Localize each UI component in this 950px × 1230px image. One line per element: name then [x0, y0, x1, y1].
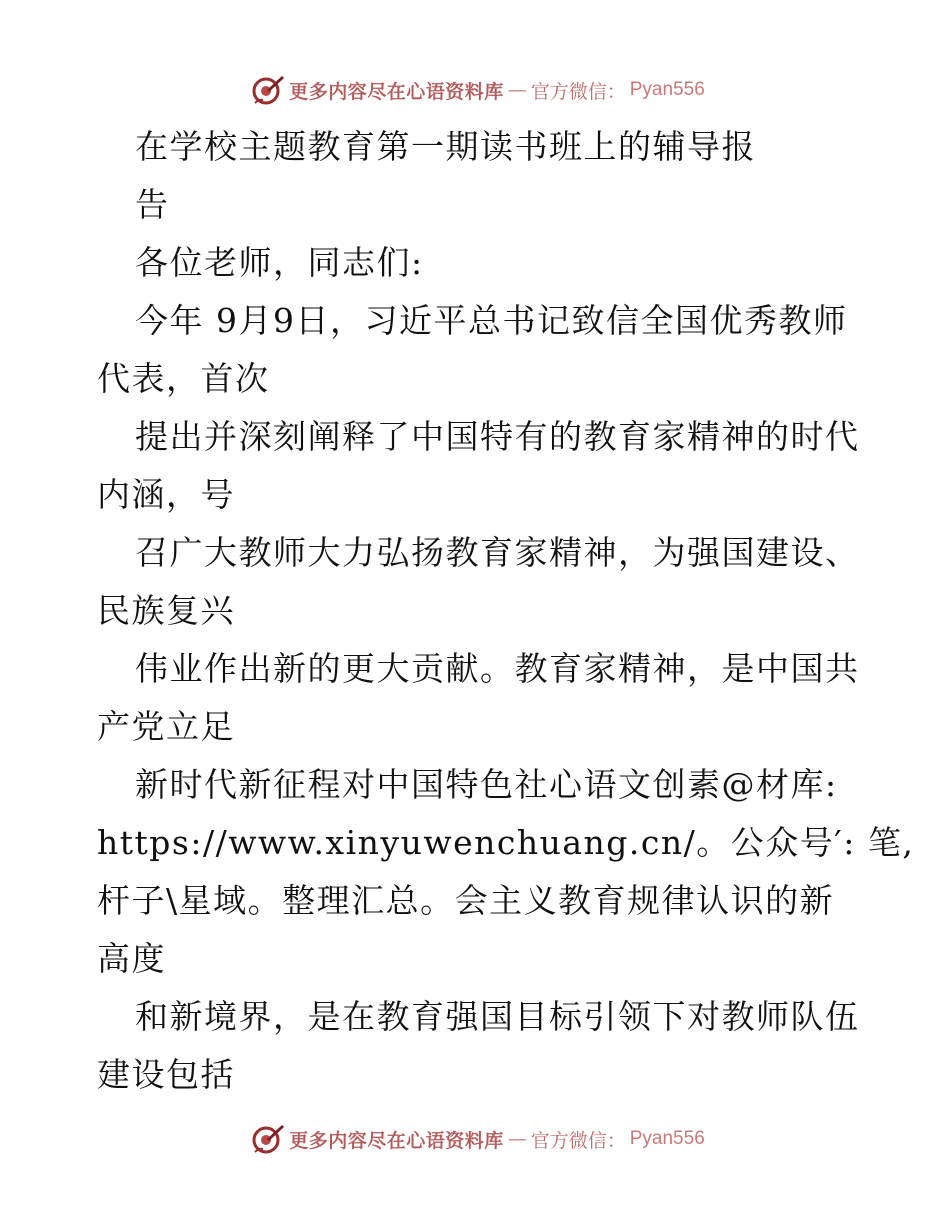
text-line: 告: [135, 185, 170, 224]
text-line: 建设包括: [97, 1055, 235, 1094]
footer-banner-content: [251, 1122, 705, 1156]
text-line: 民族复兴: [97, 591, 235, 630]
text-line: 内涵，号: [97, 475, 235, 514]
document-body: [97, 118, 915, 1104]
header-banner-wechat-label: 官方微信：: [530, 80, 626, 103]
footer-banner-separator: —: [507, 1128, 527, 1150]
text-line: 提出并深刻阐释了中国特有的教育家精神的时代: [135, 417, 860, 456]
footer-banner: [0, 1121, 950, 1157]
text-line: 代表，首次: [97, 359, 270, 398]
text-line: 今年 9月9日，习近平总书记致信全国优秀教师: [135, 301, 848, 340]
text-line: 高度: [97, 939, 166, 978]
pen-logo-icon: [251, 73, 285, 107]
text-line: 在学校主题教育第一期读书班上的辅导报: [135, 127, 756, 166]
footer-banner-wechat-id: Pyan556: [629, 1128, 705, 1149]
text-line: 杆子\星域。整理汇总。会主义教育规律认识的新: [97, 881, 835, 920]
header-banner-wechat-id: Pyan556: [629, 79, 705, 100]
text-line: 和新境界，是在教育强国目标引领下对教师队伍: [135, 997, 860, 1036]
footer-banner-title: 更多内容尽在心语资料库: [289, 1129, 504, 1152]
text-line: 伟业作出新的更大贡献。教育家精神，是中国共: [135, 649, 860, 688]
text-line: 召广大教师大力弘扬教育家精神，为强国建设、: [135, 533, 860, 572]
header-banner: [0, 72, 950, 108]
header-banner-content: [251, 73, 705, 107]
text-line: 新时代新征程对中国特色社心语文创素@材库:: [135, 765, 838, 804]
header-banner-separator: —: [507, 79, 527, 101]
footer-banner-wechat-label: 官方微信：: [530, 1129, 626, 1152]
pen-logo-icon: [251, 1122, 285, 1156]
text-line: 各位老师，同志们:: [135, 243, 424, 282]
text-line: 产党立足: [97, 707, 235, 746]
header-banner-title: 更多内容尽在心语资料库: [289, 80, 504, 103]
text-line: https://www.xinyuwenchuang.cn/。公众号′: 笔,: [97, 823, 915, 862]
